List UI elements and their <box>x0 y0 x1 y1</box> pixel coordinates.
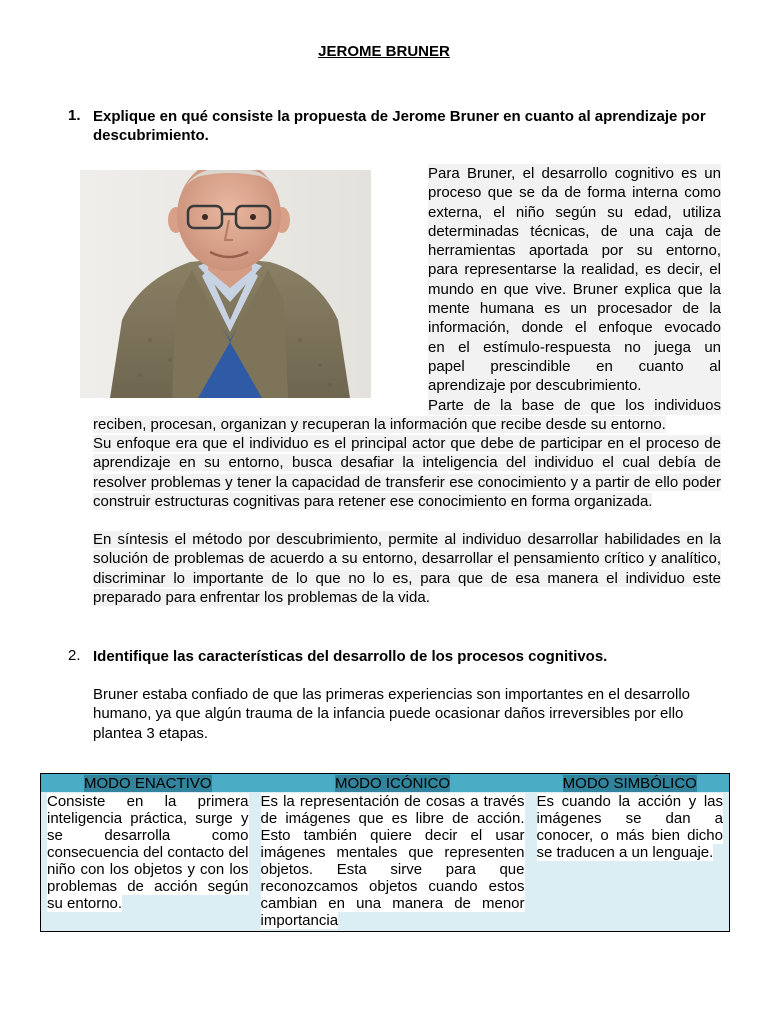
cognitive-modes-table <box>40 773 730 932</box>
text-line: determinadas técnicas, de una caja de <box>428 222 721 240</box>
text-line: mundo en que vive. Bruner explica que la <box>428 280 721 298</box>
text-line: proceso que se da de forma interna como <box>428 184 721 202</box>
question-2-text: Identifique las características del desarrollo de los procesos cognitivos. <box>93 648 608 665</box>
cell-modo-enactivo: Consiste en la primera inteligencia práctica, surge y se desarrolla como consecuencia del contacto del niño con los objetos y con los problemas de acción según su entorno. <box>41 792 255 932</box>
jerome-bruner-photo <box>80 170 371 398</box>
text-line: Para Bruner, el desarrollo cognitivo es un <box>428 165 721 182</box>
document-title: JEROME BRUNER <box>318 43 450 60</box>
answer-1-side-column <box>428 164 721 415</box>
text-line: información, donde el enfoque evocado <box>428 319 721 337</box>
answer-1-paragraph-2: Su enfoque era que el individuo es el principal actor que debe de participar en el proceso de aprendizaje en su entorno, busca desafiar la inteligencia del individuo el cual debía de resolver problemas y tener la capacidad de transferir ese conocimiento y a partir de ello poder construir estructuras cognitivas para retener ese conocimiento en forma organizada. <box>93 435 721 510</box>
text-line: Parte de la base de que los individuos <box>428 396 721 414</box>
header-modo-simbolico: MODO SIMBÓLICO <box>531 774 730 793</box>
text-line: externa, el niño según su edad, utiliza <box>428 203 721 221</box>
cell-modo-simbolico: Es cuando la acción y las imágenes se dan a conocer, o más bien dicho se traducen a un lenguaje. <box>531 792 730 932</box>
answer-2-intro: Bruner estaba confiado de que las primeras experiencias son importantes en el desarrollo humano, ya que algún trauma de la infancia puede ocasionar daños irreversibles por ello plantea 3 etapas. <box>93 686 691 742</box>
question-2-number: 2. <box>68 647 81 664</box>
cell-modo-iconico: Es la representación de cosas a través de imágenes que es libre de acción. Esto también quiere decir el usar imágenes mentales que representen objetos. Esta sirve para que reconozcamos objetos cuando estos cambian en una manera de menor importancia <box>255 792 531 932</box>
header-modo-iconico: MODO ICÓNICO <box>255 774 531 793</box>
question-1-text: Explique en qué consiste la propuesta de Jerome Bruner en cuanto al aprendizaje por descubrimiento. <box>93 108 706 144</box>
header-modo-enactivo: MODO ENACTIVO <box>41 774 255 793</box>
question-1-number: 1. <box>68 107 81 124</box>
table-header-row <box>41 774 730 793</box>
table-row <box>41 792 730 932</box>
answer-1-paragraph-3: En síntesis el método por descubrimiento, permite al individuo desarrollar habilidades en la solución de problemas de acuerdo a su entorno, desarrollar el pensamiento crítico y analítico, discriminar lo importante de lo que no lo es, para que de esa manera el individuo este preparado para enfrentar los problemas de la vida. <box>93 531 721 606</box>
text-line: para representarse la realidad, es decir, el <box>428 261 721 279</box>
answer-1-continuation: reciben, procesan, organizan y recuperan la información que recibe desde su entorno. <box>93 416 666 433</box>
text-line: herramientas aportada por su entorno, <box>428 242 721 260</box>
text-line: aprendizaje por descubrimiento. <box>428 376 721 395</box>
text-line: en el estímulo-respuesta no juega un <box>428 338 721 356</box>
text-line: papel prescindible en cuanto al <box>428 357 721 375</box>
text-line: mente humana es un procesador de la <box>428 300 721 318</box>
